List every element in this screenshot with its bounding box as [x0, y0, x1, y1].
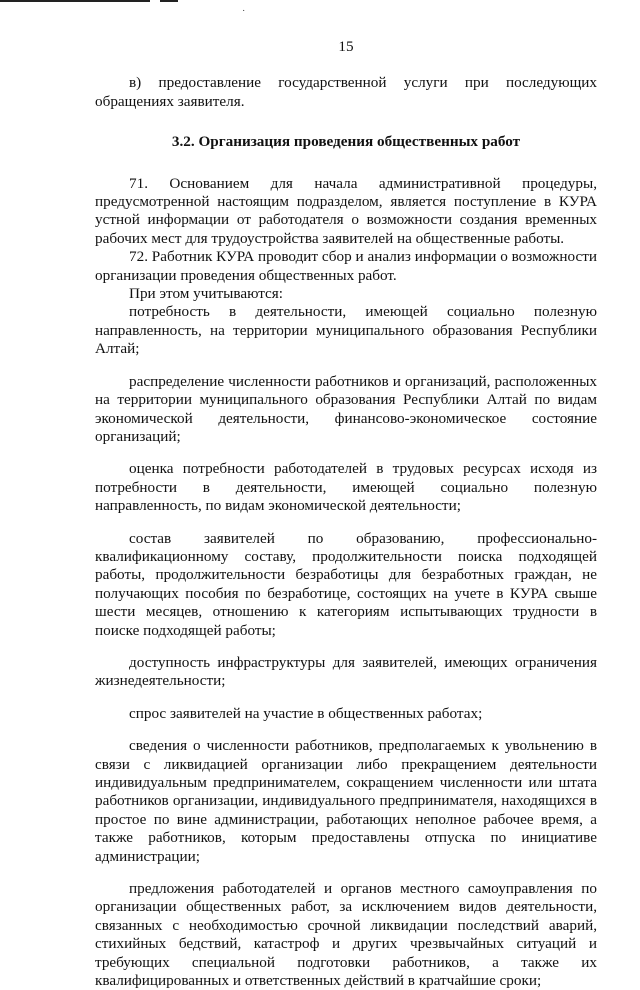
- scan-dot: ˙: [242, 9, 246, 20]
- list-item-composition: состав заявителей по образованию, профессионально-квалификационному составу, продолжительности поиска подходящей работы, продолжительности безработицы для безработных граждан, не получающих пособия по безработице, состоящих на учете в КУРА свыше шести месяцев, отношению к категориям испытывающих трудности в поиске подходящей работы;: [95, 529, 597, 639]
- paragraph-v: в) предоставление государственной услуги при последующих обращениях заявителя.: [95, 74, 597, 110]
- document-page: [95, 0, 597, 990]
- paragraph-consider: При этом учитываются:: [129, 285, 283, 303]
- list-item-need: потребность в деятельности, имеющей социально полезную направленность, на территории муниципального образования Республики Алтай;: [95, 303, 597, 358]
- page-number: 15: [338, 38, 354, 55]
- list-item-assessment: оценка потребности работодателей в трудовых ресурсах исходя из потребности в деятельности, имеющей социально полезную направленность, по видам экономической деятельности;: [95, 460, 597, 515]
- list-item-demand: спрос заявителей на участие в общественных работах;: [129, 704, 483, 722]
- list-item-dismissal: сведения о численности работников, предполагаемых к увольнению в связи с ликвидацией организации либо прекращением деятельности индивидуальным предпринимателем, сокращением численности или штата работников организации, индивидуального предпринимателя, находящихся в простое по вине администрации, работающих неполное рабочее время, а также работников, которым предоставлены отпуска по инициативе администрации;: [95, 737, 597, 865]
- list-item-distribution: распределение численности работников и организаций, расположенных на территории муниципального образования Республики Алтай по видам экономической деятельности, финансово-экономическое состояние организаций;: [95, 372, 597, 445]
- paragraph-72: 72. Работник КУРА проводит сбор и анализ информации о возможности организации проведения общественных работ.: [95, 248, 597, 284]
- list-item-proposals: предложения работодателей и органов местного самоуправления по организации общественных работ, за исключением видов деятельности, связанных с необходимостью срочной ликвидации последствий аварий, стихийных бедствий, катастроф и других чрезвычайных ситуаций и требующих специальной подготовки работников, а также их квалифицированных и ответственных действий в кратчайшие сроки;: [95, 880, 597, 990]
- section-heading: 3.2. Организация проведения общественных работ: [171, 133, 521, 151]
- paragraph-71: 71. Основанием для начала административной процедуры, предусмотренной настоящим подразделом, является поступление в КУРА устной информации от работодателя о возможности создания временных рабочих мест для трудоустройства заявителей на общественные работы.: [95, 174, 597, 247]
- list-item-accessibility: доступность инфраструктуры для заявителей, имеющих ограничения жизнедеятельности;: [95, 653, 597, 690]
